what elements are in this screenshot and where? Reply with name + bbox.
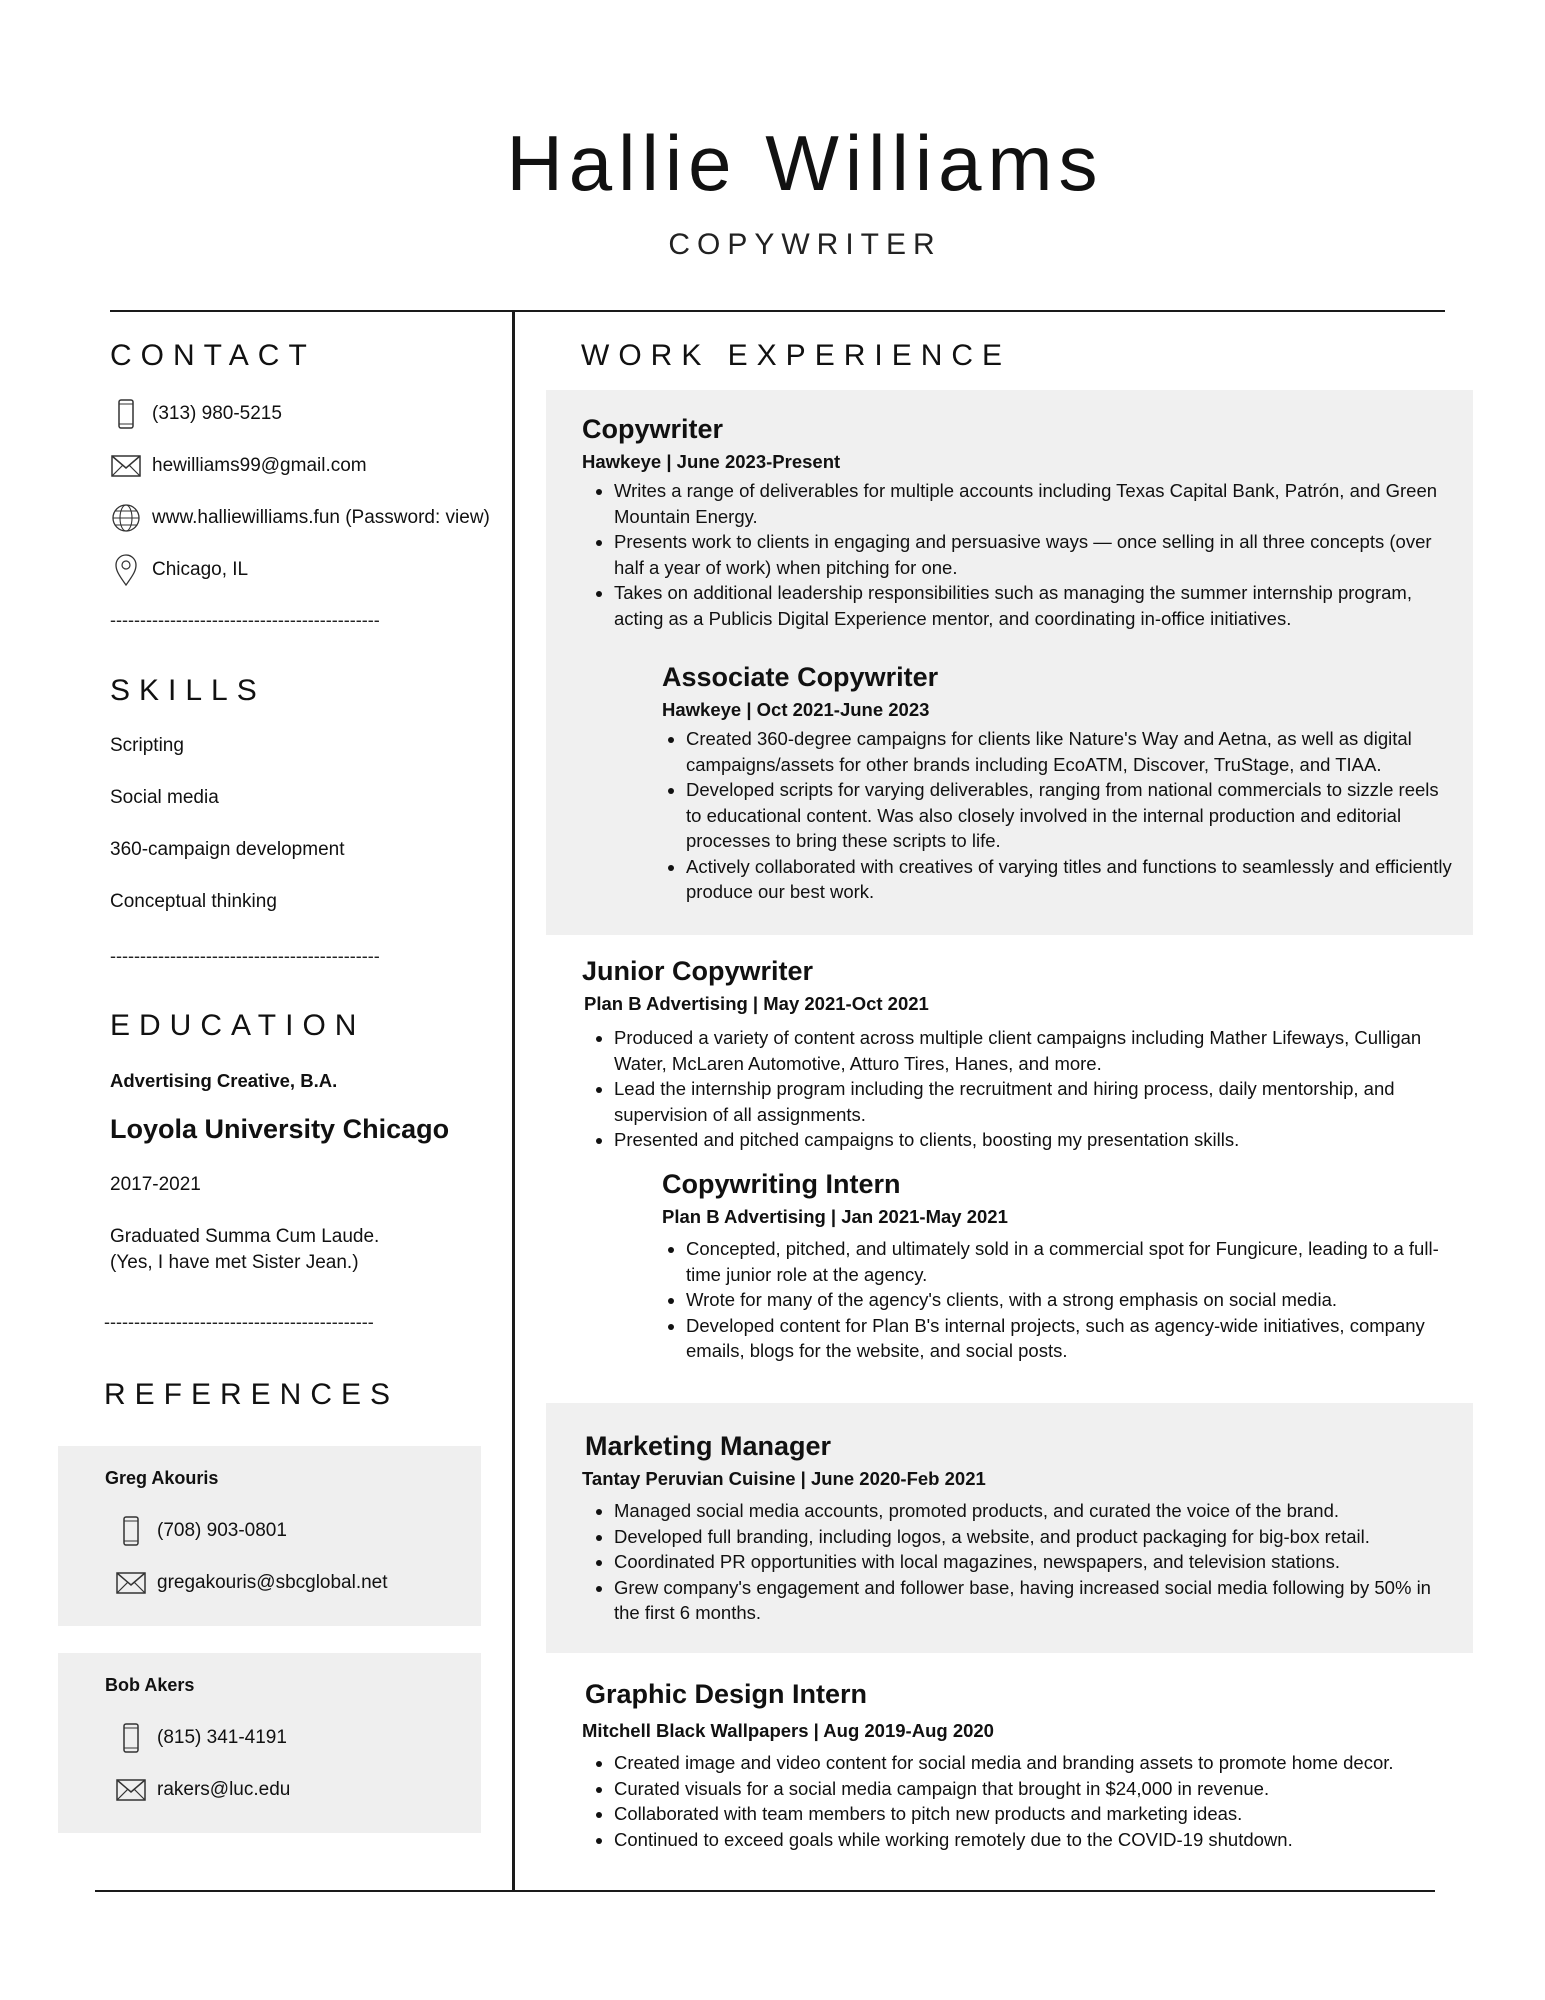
- envelope-icon: [115, 1567, 147, 1599]
- job-title: Junior Copywriter: [582, 956, 814, 986]
- job-entry: [662, 1169, 1457, 1364]
- contact-dashed-divider: ---------------------------------------------: [110, 610, 380, 630]
- job-bullet: • Developed full branding, including logos, a website, and product packaging for big-box retail.: [614, 1524, 1452, 1550]
- skills-dashed-divider: ---------------------------------------------: [110, 946, 380, 966]
- education-school: Loyola University Chicago: [110, 1114, 450, 1144]
- job-title: Graphic Design Intern: [585, 1679, 868, 1709]
- education-note-line2: (Yes, I have met Sister Jean.): [110, 1252, 359, 1273]
- job-bullets: [582, 1750, 1452, 1852]
- job-entry: [582, 956, 1452, 1153]
- reference-name: Bob Akers: [105, 1675, 195, 1695]
- education-years: 2017-2021: [110, 1174, 201, 1195]
- contact-email[interactable]: [110, 450, 367, 482]
- job-bullet: • Concepted, pitched, and ultimately sold in a commercial spot for Fungicure, leading to a full-time junior role at the agency.: [686, 1236, 1457, 1287]
- contact-phone: [110, 398, 282, 430]
- job-entry: [662, 662, 1452, 905]
- job-entry: [582, 1679, 1452, 1852]
- job-bullet: • Presented and pitched campaigns to clients, boosting my presentation skills.: [614, 1127, 1452, 1153]
- job-company: Plan B Advertising | Jan 2021-May 2021: [662, 1206, 1008, 1227]
- education-degree: Advertising Creative, B.A.: [110, 1070, 338, 1091]
- job-bullets: [582, 1025, 1452, 1153]
- job-bullet: • Writes a range of deliverables for multiple accounts including Texas Capital Bank, Patrón, and Green Mountain Energy.: [614, 478, 1452, 529]
- reference-phone-text: (708) 903-0801: [157, 1520, 287, 1541]
- contact-heading: CONTACT: [110, 339, 316, 372]
- phone-icon: [115, 1515, 147, 1547]
- contact-website[interactable]: [110, 502, 490, 534]
- skill-item: Scripting: [110, 735, 184, 756]
- job-bullet: • Developed content for Plan B's internal projects, such as agency-wide initiatives, company emails, blogs for the website, and social posts.: [686, 1313, 1457, 1364]
- job-bullet: • Lead the internship program including the recruitment and hiring process, daily mentorship, and supervision of all assignments.: [614, 1076, 1452, 1127]
- job-company: Hawkeye | June 2023-Present: [582, 451, 841, 472]
- reference-phone: [115, 1722, 287, 1754]
- skills-heading: SKILLS: [110, 674, 266, 707]
- job-bullet: • Wrote for many of the agency's clients, with a strong emphasis on social media.: [686, 1287, 1457, 1313]
- reference-email[interactable]: [115, 1567, 388, 1599]
- job-company: Tantay Peruvian Cuisine | June 2020-Feb 2021: [582, 1468, 986, 1489]
- job-bullet: • Grew company's engagement and follower base, having increased social media following by 50% in the first 6 months.: [614, 1575, 1452, 1626]
- contact-email-text[interactable]: hewilliams99@gmail.com: [152, 455, 367, 476]
- job-bullet: • Created 360-degree campaigns for clients like Nature's Way and Aetna, as well as digital campaigns/assets for other brands including EcoATM, Discover, TruStage, and TIAA.: [686, 726, 1452, 777]
- contact-phone-text: (313) 980-5215: [152, 403, 282, 424]
- contact-location: [110, 554, 248, 586]
- reference-email-text[interactable]: gregakouris@sbcglobal.net: [157, 1572, 388, 1593]
- resume-name: Hallie Williams: [506, 119, 1104, 207]
- column-divider: [512, 310, 515, 1892]
- skill-item: Conceptual thinking: [110, 891, 277, 912]
- reference-email-text[interactable]: rakers@luc.edu: [157, 1779, 291, 1800]
- job-bullets: [662, 1236, 1457, 1364]
- job-bullet: • Managed social media accounts, promoted products, and curated the voice of the brand.: [614, 1498, 1452, 1524]
- job-entry: [582, 1431, 1452, 1626]
- reference-phone: [115, 1515, 287, 1547]
- job-entry: [582, 414, 1452, 631]
- phone-icon: [110, 398, 142, 430]
- job-bullet: • Produced a variety of content across multiple client campaigns including Mather Lifeways, Culligan Water, McLaren Automotive, Atturo Tires, Hanes, and more.: [614, 1025, 1452, 1076]
- skill-item: Social media: [110, 787, 219, 808]
- education-note-line1: Graduated Summa Cum Laude.: [110, 1226, 380, 1247]
- job-bullets: [582, 478, 1452, 631]
- reference-name: Greg Akouris: [105, 1468, 219, 1488]
- job-bullets: [662, 726, 1452, 905]
- job-bullet: • Coordinated PR opportunities with local magazines, newspapers, and television stations.: [614, 1549, 1452, 1575]
- job-company: Mitchell Black Wallpapers | Aug 2019-Aug 2020: [582, 1720, 994, 1741]
- job-bullets: [582, 1498, 1452, 1626]
- work-heading: WORK EXPERIENCE: [581, 339, 1012, 372]
- skill-item: 360-campaign development: [110, 839, 345, 860]
- job-bullet: • Curated visuals for a social media campaign that brought in $24,000 in revenue.: [614, 1776, 1452, 1802]
- job-title: Copywriting Intern: [662, 1169, 901, 1199]
- job-company: Hawkeye | Oct 2021-June 2023: [662, 699, 930, 720]
- reference-phone-text: (815) 341-4191: [157, 1727, 287, 1748]
- envelope-icon: [115, 1774, 147, 1806]
- job-title: Marketing Manager: [585, 1431, 832, 1461]
- contact-website-text[interactable]: www.halliewilliams.fun (Password: view): [152, 507, 490, 528]
- job-bullet: • Developed scripts for varying deliverables, ranging from national commercials to sizzle reels to educational content. Was also closely involved in the internal production and editorial processes to bring these scripts to life.: [686, 777, 1452, 854]
- education-heading: EDUCATION: [110, 1009, 366, 1042]
- globe-icon: [110, 502, 142, 534]
- phone-icon: [115, 1722, 147, 1754]
- envelope-icon: [110, 450, 142, 482]
- location-pin-icon: [110, 554, 142, 586]
- job-bullet: • Actively collaborated with creatives of varying titles and functions to seamlessly and efficiently produce our best work.: [686, 854, 1452, 905]
- reference-card: [58, 1446, 481, 1626]
- job-title: Associate Copywriter: [662, 662, 939, 692]
- job-bullet: • Takes on additional leadership responsibilities such as managing the summer internship program, acting as a Publicis Digital Experience mentor, and coordinating in-office initiatives.: [614, 580, 1452, 631]
- job-company: Plan B Advertising | May 2021-Oct 2021: [584, 993, 929, 1014]
- references-heading: REFERENCES: [104, 1378, 400, 1411]
- resume-role: COPYWRITER: [668, 228, 942, 261]
- job-title: Copywriter: [582, 414, 724, 444]
- reference-card: [58, 1653, 481, 1833]
- job-bullet: • Created image and video content for social media and branding assets to promote home decor.: [614, 1750, 1452, 1776]
- bottom-divider: [95, 1890, 1435, 1892]
- job-bullet: • Presents work to clients in engaging and persuasive ways — once selling in all three concepts (over half a year of work) when pitching for one.: [614, 529, 1452, 580]
- education-dashed-divider: ---------------------------------------------: [104, 1312, 374, 1332]
- job-bullet: • Continued to exceed goals while working remotely due to the COVID-19 shutdown.: [614, 1827, 1452, 1853]
- contact-location-text: Chicago, IL: [152, 559, 249, 580]
- top-divider: [110, 310, 1445, 312]
- reference-email[interactable]: [115, 1774, 290, 1806]
- job-bullet: • Collaborated with team members to pitch new products and marketing ideas.: [614, 1801, 1452, 1827]
